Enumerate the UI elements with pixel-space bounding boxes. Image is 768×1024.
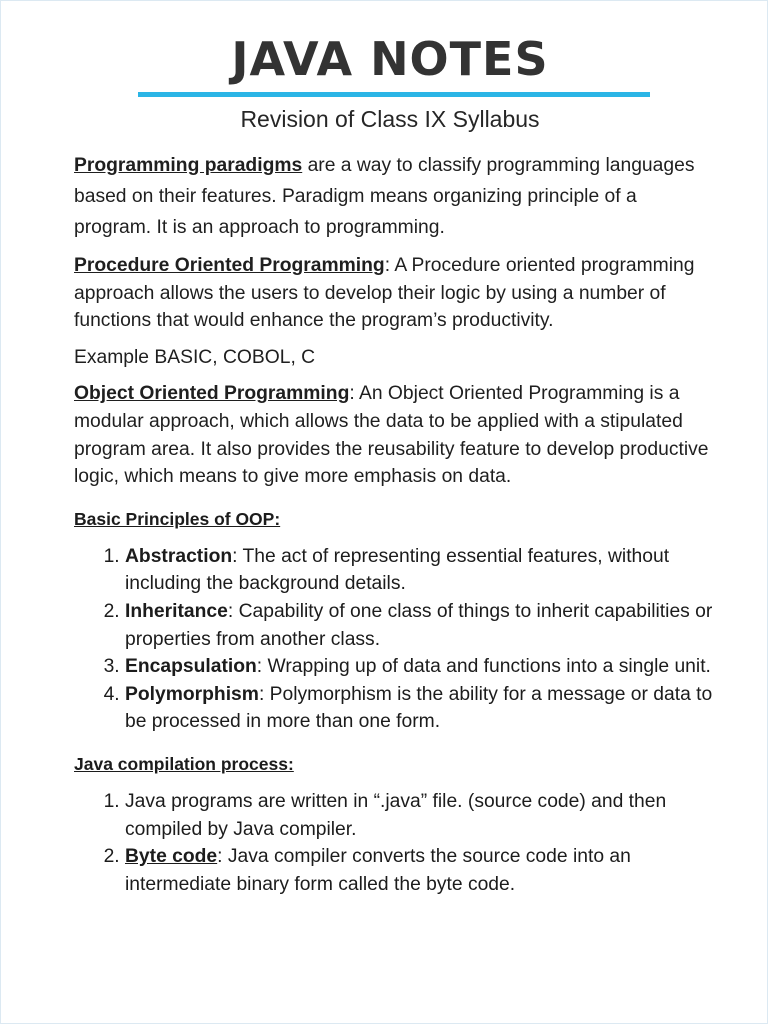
object-oriented-paragraph [74,380,714,490]
document-page [74,28,714,898]
document-subtitle: Revision of Class IX Syllabus [240,106,540,132]
example-paragraph: Example BASIC, COBOL, C [74,346,316,368]
list-item [125,681,714,736]
procedure-paragraph [74,252,714,335]
object-oriented-term: Object Oriented Programming [74,383,350,405]
list-item [125,788,714,843]
paradigms-paragraph [74,150,714,243]
list-item [125,653,714,681]
paradigms-term: Programming paradigms [74,155,303,176]
principle-term: Inheritance [125,600,228,622]
principles-list [74,543,714,736]
list-item [125,598,714,653]
document-title: JAVA NOTES [231,32,549,86]
principle-term: Abstraction [125,545,233,567]
principle-text: : The act of representing essential features, without including the background details. [125,545,670,595]
list-item [125,543,714,598]
principle-text: : Wrapping up of data and functions into a single unit. [256,656,711,678]
principle-term: Encapsulation [125,656,257,678]
compilation-text: Java programs are written in “.java” file. (source code) and then compiled by Java compiler. [125,790,667,840]
compilation-text: : Java compiler converts the source code into an intermediate binary form called the byte code. [125,846,631,895]
principle-text: : Capability of one class of things to inherit capabilities or properties from another class. [125,600,713,650]
object-oriented-text: : An Object Oriented Programming is a modular approach, which allows the data to be applied with a stipulated program area. It also provides the reusability feature to develop productive logic, which means to give more emphasis on data. [74,383,709,488]
principles-heading: Basic Principles of OOP: [74,508,281,529]
paradigms-text: are a way to classify programming languages based on their features. Paradigm means organizing principle of a program. It is an approach to programming. [74,155,695,238]
procedure-text: : A Procedure oriented programming approach allows the users to develop their logic by using a number of functions that would enhance the program’s productivity. [74,255,695,332]
procedure-term: Procedure Oriented Programming [74,255,385,276]
compilation-heading: Java compilation process: [74,753,294,774]
compilation-list [74,788,714,898]
principle-text: : Polymorphism is the ability for a message or data to be processed in more than one form. [125,683,713,733]
title-underline [138,92,650,97]
list-item [125,843,714,898]
principle-term: Polymorphism [125,683,259,705]
byte-code-term: Byte code [125,846,218,868]
